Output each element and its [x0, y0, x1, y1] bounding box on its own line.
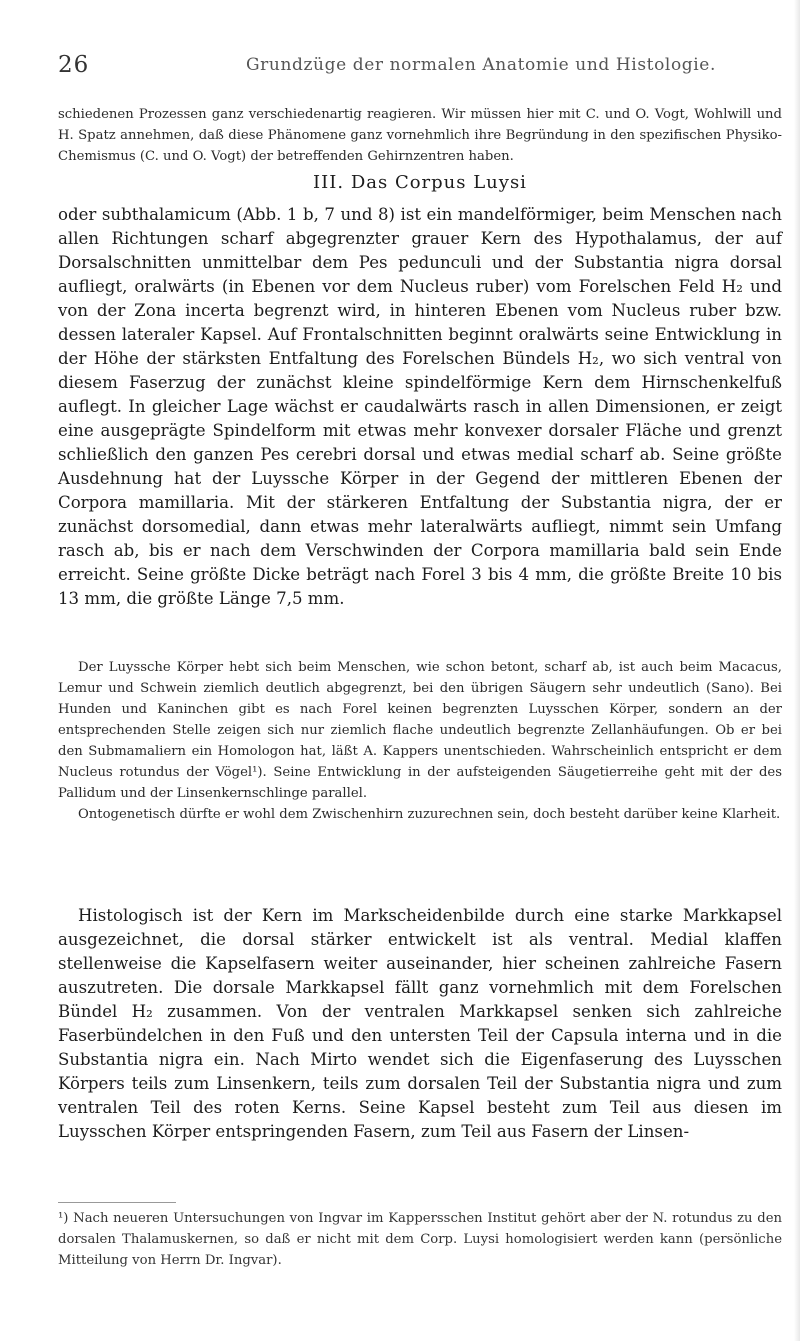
small-paragraph-comparative: Der Luyssche Körper hebt sich beim Menschen, wie schon betont, scharf ab, ist auch beim Macacus, Lemur und Schwein ziemlich deutlich abgegrenzt, bei den übrigen Säugern sehr undeutlich (Sano). Bei Hunden und Kaninchen gibt es nach Forel keinen begrenzten Luysschen Körper, sondern an der entsprechenden Stelle zeigen sich nur ziemlich flache undeutlich begrenzte Zellanhäufungen. Ob er bei den Submamaliern ein Homologon hat, läßt A. Kappers unentschieden. Wahrscheinlich entspricht er dem Nucleus rotundus der Vögel¹). Seine Entwicklung in der aufsteigenden Säugetierreihe geht mit der des Pallidum und der Linsenkernschlinge parallel.	[58, 660, 782, 801]
main-paragraph: oder subthalamicum (Abb. 1 b, 7 und 8) ist ein mandelförmiger, beim Menschen nach allen Richtungen scharf abgegrenzter grauer Kern des Hypothalamus, der auf Dorsalschnitten unmittelbar dem Pes pedunculi und der Substantia nigra dorsal aufliegt, oralwärts (in Ebenen vor dem Nucleus ruber) vom Forelschen Feld H₂ und von der Zona incerta begrenzt wird, in hinteren Ebenen vom Nucleus ruber bzw. dessen lateraler Kapsel. Auf Frontalschnitten beginnt oralwärts seine Entwicklung in der Höhe der stärksten Entfaltung des Forelschen Bündels H₂, wo sich ventral von diesem Faserzug der zunächst kleine spindelförmige Kern dem Hirnschenkelfuß auflegt. In gleicher Lage wächst er caudalwärts rasch in allen Dimensionen, er zeigt eine ausgeprägte Spindelform mit etwas mehr konvexer dorsaler Fläche und grenzt schließlich den ganzen Pes cerebri dorsal und etwas medial scharf ab. Seine größte Ausdehnung hat der Luyssche Körper in der Gegend der mittleren Ebenen der Corpora mamillaria. Mit der stärkeren Entfaltung der Substantia nigra, der er zunächst dorsomedial, dann etwas mehr lateralwärts aufliegt, nimmt sein Umfang rasch ab, bis er nach dem Verschwinden der Corpora mamillaria bald sein Ende erreicht. Seine größte Dicke beträgt nach Forel 3 bis 4 mm, die größte Breite 10 bis 13 mm, die größte Länge 7,5 mm.	[58, 205, 782, 608]
small-print-block	[58, 657, 782, 825]
page-header	[58, 52, 782, 82]
histology-paragraph-block	[58, 904, 782, 1144]
footnote-divider	[58, 1202, 176, 1203]
page-number: 26	[58, 52, 90, 78]
footnote: ¹) Nach neueren Untersuchungen von Ingvar im Kappersschen Institut gehört aber der N. rotundus zu den dorsalen Thalamuskernen, so daß er nicht mit dem Corp. Luysi homologisiert werden kann (persönliche Mitteilung von Herrn Dr. Ingvar).	[58, 1211, 782, 1268]
intro-paragraph-block	[58, 104, 782, 167]
intro-paragraph: schiedenen Prozessen ganz verschiedenartig reagieren. Wir müssen hier mit C. und O. Vogt, Wohlwill und H. Spatz annehmen, daß diese Phänomene ganz vornehmlich ihre Begründung in den spezifischen Physiko-Chemismus (C. und O. Vogt) der betreffenden Gehirnzentren haben.	[58, 107, 782, 164]
main-paragraph-block	[58, 203, 782, 611]
running-title: Grundzüge der normalen Anatomie und Histologie.	[246, 55, 716, 75]
page-edge-shadow	[794, 0, 800, 1341]
small-paragraph-ontogenetic: Ontogenetisch dürfte er wohl dem Zwischenhirn zuzurechnen sein, doch besteht darüber keine Klarheit.	[78, 807, 781, 822]
section-heading: III. Das Corpus Luysi	[313, 172, 527, 193]
histology-paragraph: Histologisch ist der Kern im Markscheidenbilde durch eine starke Markkapsel ausgezeichnet, die dorsal stärker entwickelt ist als ventral. Medial klaffen stellenweise die Kapselfasern weiter auseinander, hier scheinen zahlreiche Fasern auszutreten. Die dorsale Markkapsel fällt ganz vornehmlich mit dem Forelschen Bündel H₂ zusammen. Von der ventralen Markkapsel senken sich zahlreiche Faserbündelchen in den Fuß und den untersten Teil der Capsula interna und in die Substantia nigra ein. Nach Mirto wendet sich die Eigenfaserung des Luysschen Körpers teils zum Linsenkern, teils zum dorsalen Teil der Substantia nigra und zum ventralen Teil des roten Kerns. Seine Kapsel besteht zum Teil aus diesen im Luysschen Körper entspringenden Fasern, zum Teil aus Fasern der Linsen-	[58, 906, 782, 1141]
